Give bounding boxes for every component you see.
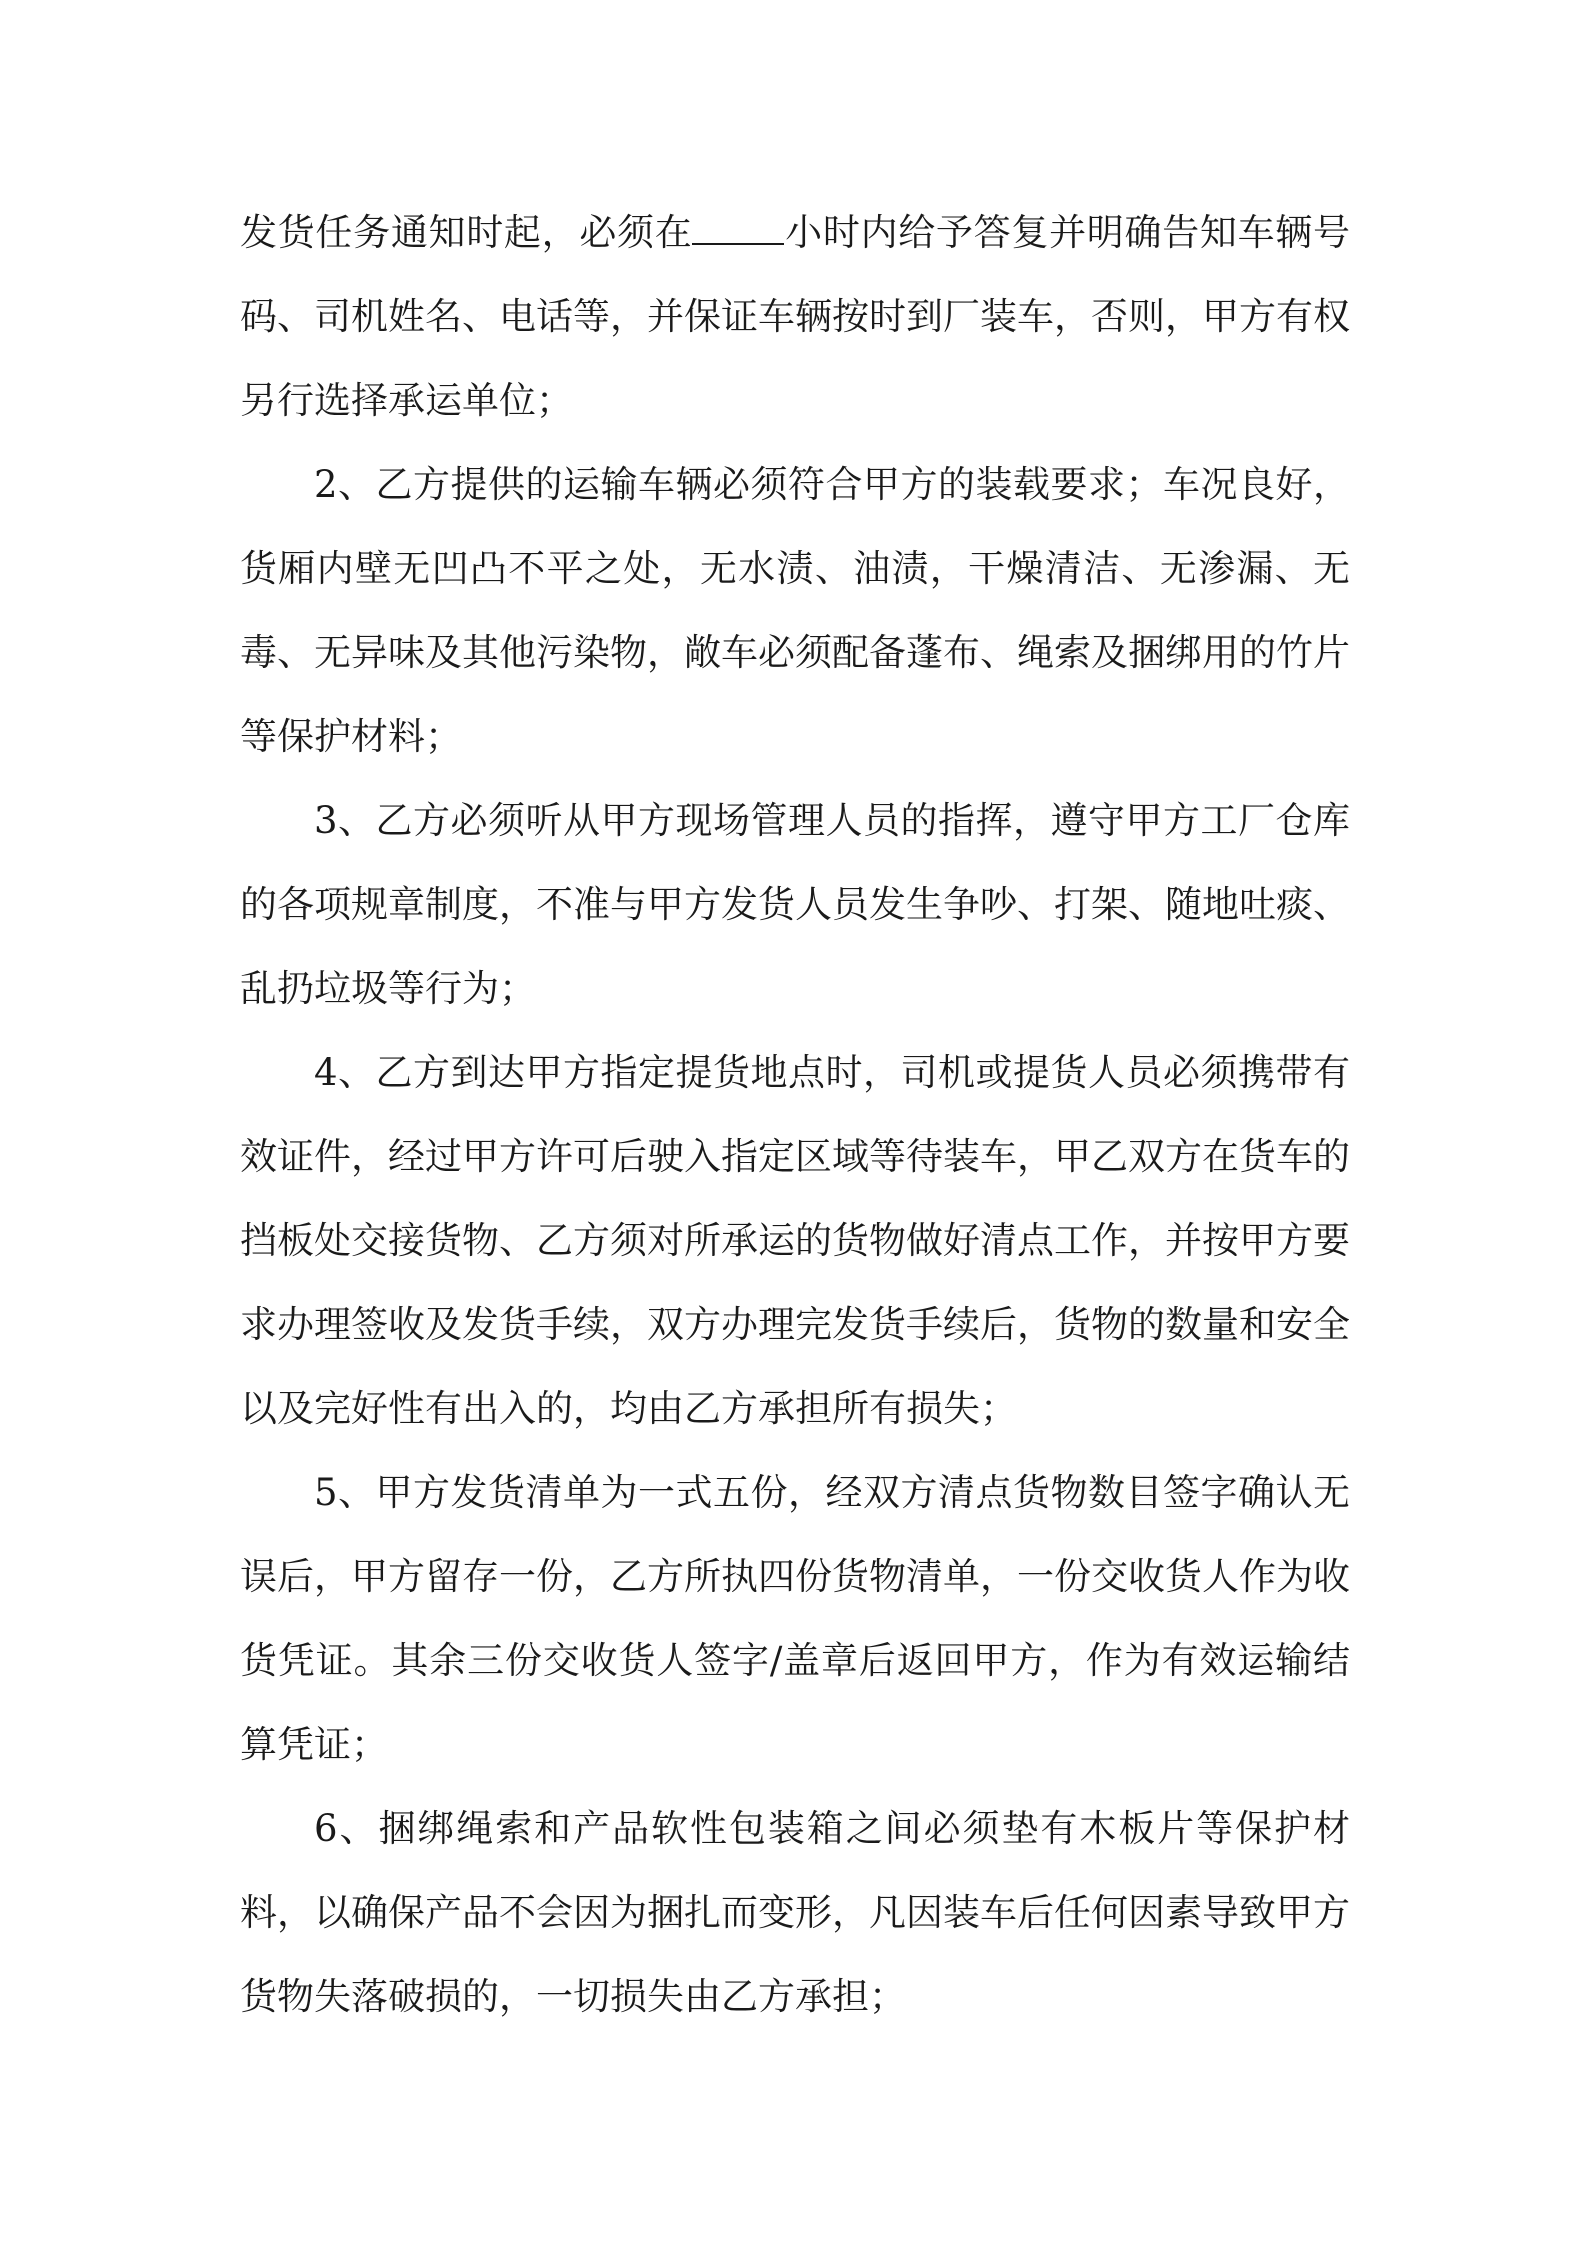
paragraph-5: 5、甲方发货清单为一式五份，经双方清点货物数目签字确认无误后，甲方留存一份，乙方所执四份货物清单，一份交收货人作为收货凭证。其余三份交收货人签字/盖章后返回甲方，作为有效运输结算凭证； bbox=[240, 1471, 1350, 1766]
paragraph-1-continued bbox=[240, 191, 1350, 443]
contract-body bbox=[240, 191, 1350, 2039]
paragraph-2: 2、乙方提供的运输车辆必须符合甲方的装载要求；车况良好，货厢内壁无凹凸不平之处，无水渍、油渍，干燥清洁、无渗漏、无毒、无异味及其他污染物，敞车必须配备蓬布、绳索及捆绑用的竹片等保护材料； bbox=[240, 463, 1350, 758]
hours-blank-line bbox=[692, 213, 784, 245]
paragraph-1-text-before-blank: 发货任务通知时起，必须在 bbox=[240, 211, 693, 254]
paragraph-6: 6、捆绑绳索和产品软性包装箱之间必须垫有木板片等保护材料，以确保产品不会因为捆扎而变形，凡因装车后任何因素导致甲方货物失落破损的，一切损失由乙方承担； bbox=[240, 1807, 1350, 2018]
paragraph-4: 4、乙方到达甲方指定提货地点时，司机或提货人员必须携带有效证件，经过甲方许可后驶入指定区域等待装车，甲乙双方在货车的挡板处交接货物、乙方须对所承运的货物做好清点工作，并按甲方要求办理签收及发货手续，双方办理完发货手续后，货物的数量和安全以及完好性有出入的，均由乙方承担所有损失； bbox=[240, 1051, 1350, 1430]
paragraph-1-text-after-blank: 小时内给予答复并明确告知车辆号码、司机姓名、电话等，并保证车辆按时到厂装车，否则，甲方有权另行选择承运单位； bbox=[240, 211, 1351, 422]
paragraph-3: 3、乙方必须听从甲方现场管理人员的指挥，遵守甲方工厂仓库的各项规章制度，不准与甲方发货人员发生争吵、打架、随地吐痰、乱扔垃圾等行为； bbox=[240, 799, 1350, 1010]
